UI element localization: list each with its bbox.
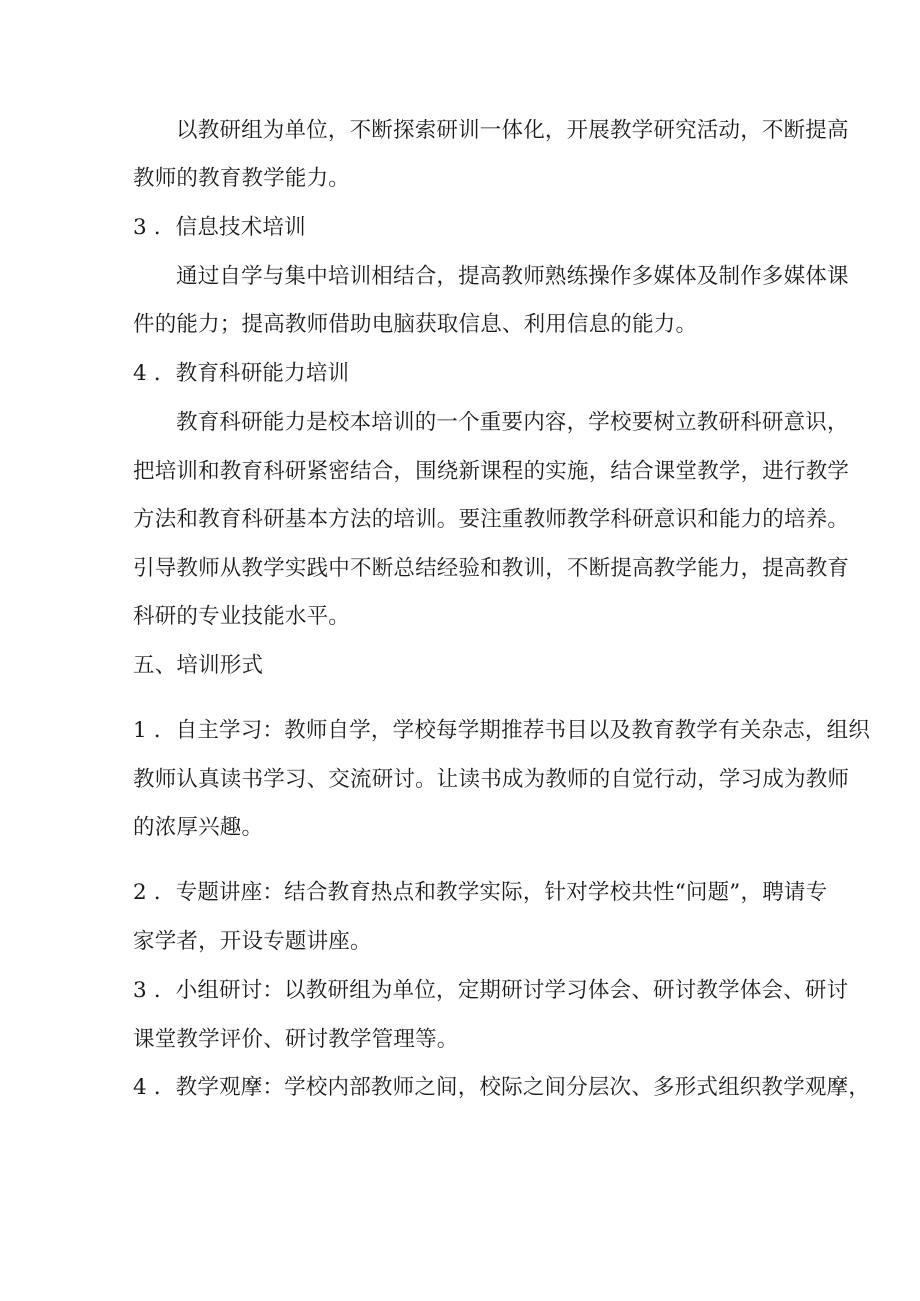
- paragraph-line: 课堂教学评价、研讨教学管理等。: [133, 1027, 459, 1052]
- paragraph-line: 4 ．教学观摩：学校内部教师之间，校际之间分层次、多形式组织教学观摩，: [133, 1075, 871, 1100]
- paragraph-line: 家学者，开设专题讲座。: [133, 929, 372, 954]
- paragraph-line: 以教研组为单位，不断探索研训一体化，开展教学研究活动，不断提高: [176, 118, 849, 143]
- section-heading: 4 ．教育科研能力培训: [133, 361, 350, 386]
- paragraph-line: 教师的教育教学能力。: [133, 166, 351, 191]
- paragraph-line: 科研的专业技能水平。: [133, 604, 351, 629]
- paragraph-line: 引导教师从教学实践中不断总结经验和教训，不断提高教学能力，提高教育: [133, 556, 850, 581]
- paragraph-line: 方法和教育科研基本方法的培训。要注重教师教学科研意识和能力的培养。: [133, 507, 850, 532]
- paragraph-line: 3 ．小组研讨：以教研组为单位，定期研讨学习体会、研讨教学体会、研讨: [133, 978, 849, 1003]
- paragraph-line: 1 ．自主学习：教师自学，学校每学期推荐书目以及教育教学有关杂志，组织: [133, 718, 871, 743]
- section-heading: 3 ．信息技术培训: [133, 215, 306, 240]
- paragraph-line: 通过自学与集中培训相结合，提高教师熟练操作多媒体及制作多媒体课: [176, 264, 849, 289]
- paragraph-line: 教育科研能力是校本培训的一个重要内容，学校要树立教研科研意识，: [176, 410, 849, 435]
- paragraph-line: 教师认真读书学习、交流研讨。让读书成为教师的自觉行动，学习成为教师: [133, 767, 850, 792]
- section-heading: 五、培训形式: [133, 653, 264, 678]
- paragraph-line: 2 ．专题讲座：结合教育热点和教学实际，针对学校共性“问题”，聘请专: [133, 880, 828, 905]
- paragraph-line: 把培训和教育科研紧密结合，围绕新课程的实施，结合课堂教学，进行教学: [133, 459, 850, 484]
- paragraph-line: 件的能力；提高教师借助电脑获取信息、利用信息的能力。: [133, 312, 698, 337]
- paragraph-line: 的浓厚兴趣。: [133, 815, 264, 840]
